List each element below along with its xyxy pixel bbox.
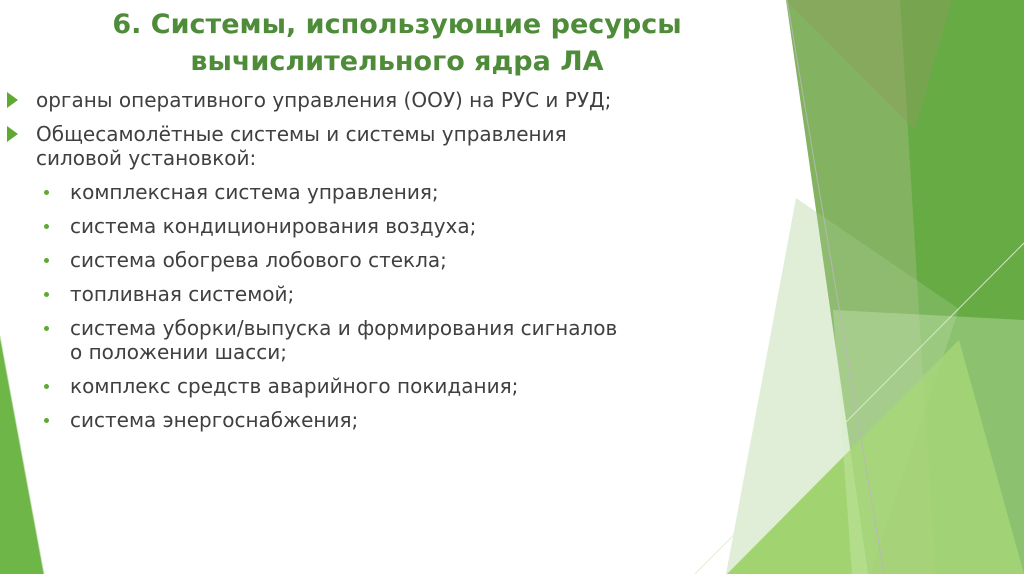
dot-bullet-icon (44, 258, 49, 263)
sub-bullet-item-4 (0, 282, 780, 306)
dot-bullet-icon (44, 292, 49, 297)
slide-title (52, 6, 742, 80)
bullet-text-line-1: Общесамолётные системы и системы управления (36, 122, 567, 146)
dot-bullet-icon (44, 190, 49, 195)
sub-bullet-text: комплекс средств аварийного покидания; (70, 374, 519, 398)
title-line-1: 6. Системы, использующие ресурсы (112, 9, 682, 40)
sub-bullet-text-line-1: система уборки/выпуска и формирования сигналов (70, 316, 618, 340)
title-line-2: вычислительного ядра ЛА (190, 46, 604, 77)
sub-bullet-text: система энергоснабжения; (70, 408, 359, 432)
bullet-text: органы оперативного управления (ООУ) на РУС и РУД; (36, 88, 612, 112)
sub-bullet-text: система кондиционирования воздуха; (70, 214, 477, 238)
sub-bullet-item-2 (0, 214, 780, 238)
sub-bullet-item-5 (0, 316, 780, 364)
sub-bullet-text: топливная системой; (70, 282, 295, 306)
sub-bullet-text: система обогрева лобового стекла; (70, 248, 447, 272)
triangle-bullet-icon (7, 92, 18, 108)
sub-bullet-text-line-2: о положении шасси; (70, 340, 287, 364)
bullet-item-level1-2 (0, 122, 780, 170)
sub-bullet-item-6 (0, 374, 780, 398)
dot-bullet-icon (44, 326, 49, 331)
bullet-item-level1-1 (0, 88, 780, 112)
dot-bullet-icon (44, 224, 49, 229)
sub-bullet-item-7 (0, 408, 780, 432)
dot-bullet-icon (44, 418, 49, 423)
bullet-list (0, 88, 780, 442)
sub-bullet-item-1 (0, 180, 780, 204)
sub-bullet-text: комплексная система управления; (70, 180, 439, 204)
sub-bullet-item-3 (0, 248, 780, 272)
triangle-bullet-icon (7, 126, 18, 142)
dot-bullet-icon (44, 384, 49, 389)
bullet-text-line-2: силовой установкой: (36, 146, 257, 170)
